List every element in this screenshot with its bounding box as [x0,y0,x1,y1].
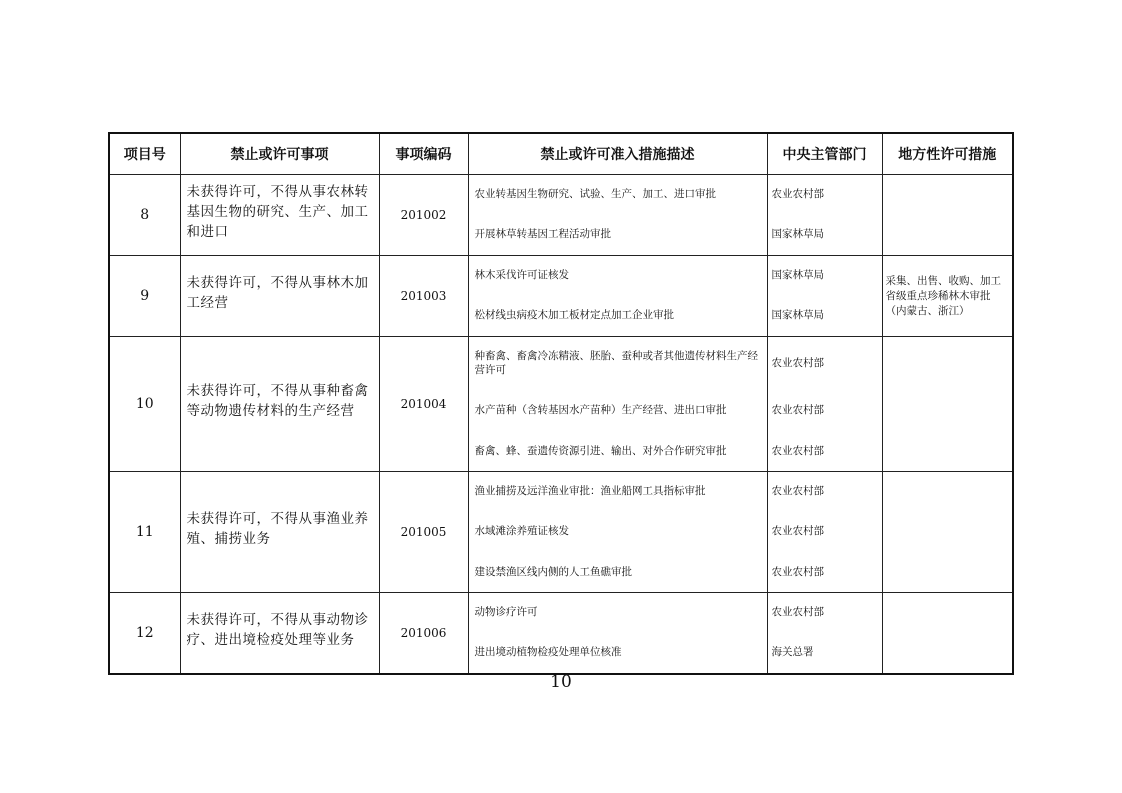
item-number: 9 [109,256,180,337]
central-department: 国家林草局 [771,309,824,321]
central-departments [767,175,882,256]
central-department: 农业农村部 [771,188,824,200]
central-departments [767,256,882,337]
table-row [109,337,1013,472]
central-department: 农业农村部 [771,566,824,578]
measure-description: 水域滩涂养殖证核发 [474,525,569,537]
measure-descriptions [468,256,767,337]
table-row [109,256,1013,337]
measure-description: 水产苗种（含转基因水产苗种）生产经营、进出口审批 [474,404,727,416]
central-department: 农业农村部 [771,404,824,416]
table-row [109,175,1013,256]
item-matter: 未获得许可，不得从事农林转基因生物的研究、生产、加工和进口 [180,175,379,256]
central-department: 农业农村部 [771,485,824,497]
item-code: 201002 [379,175,468,256]
measure-description: 松材线虫病疫木加工板材定点加工企业审批 [474,309,674,321]
page-number: 10 [550,672,572,692]
header-measure-description: 禁止或许可准入措施描述 [468,133,767,175]
measure-description: 进出境动植物检疫处理单位核准 [474,646,622,658]
measure-descriptions [468,593,767,675]
measure-description: 动物诊疗许可 [474,606,538,618]
measure-description: 种畜禽、畜禽冷冻精液、胚胎、蚕种或者其他遗传材料生产经营许可 [474,350,758,376]
central-departments [767,472,882,593]
measure-description: 畜禽、蜂、蚕遗传资源引进、输出、对外合作研究审批 [474,445,727,457]
local-measures [882,256,1013,337]
measure-description: 农业转基因生物研究、试验、生产、加工、进口审批 [474,188,716,200]
measure-description: 林木采伐许可证核发 [474,269,569,281]
central-department: 农业农村部 [771,357,824,369]
table-row [109,472,1013,593]
header-item-number: 项目号 [109,133,180,175]
item-code: 201006 [379,593,468,675]
item-code: 201003 [379,256,468,337]
header-code: 事项编码 [379,133,468,175]
local-measure: 采集、出售、收购、加工省级重点珍稀林木审批（内蒙古、浙江） [885,274,1001,317]
central-department: 农业农村部 [771,606,824,618]
measure-description: 渔业捕捞及远洋渔业审批：渔业船网工具指标审批 [474,485,706,497]
central-departments [767,593,882,675]
central-department: 国家林草局 [771,228,824,240]
central-department: 海关总署 [771,646,814,658]
measure-description: 开展林草转基因工程活动审批 [474,228,611,240]
item-number: 8 [109,175,180,256]
table-row [109,593,1013,675]
item-matter: 未获得许可，不得从事渔业养殖、捕捞业务 [180,472,379,593]
item-code: 201005 [379,472,468,593]
measure-descriptions [468,337,767,472]
header-local-measures: 地方性许可措施 [882,133,1013,175]
header-matter: 禁止或许可事项 [180,133,379,175]
item-number: 12 [109,593,180,675]
local-measures [882,593,1013,675]
table-header-row [109,133,1013,175]
central-department: 农业农村部 [771,525,824,537]
item-number: 11 [109,472,180,593]
central-departments [767,337,882,472]
central-department: 农业农村部 [771,445,824,457]
measure-descriptions [468,175,767,256]
item-code: 201004 [379,337,468,472]
item-number: 10 [109,337,180,472]
local-measures [882,472,1013,593]
item-matter: 未获得许可，不得从事林木加工经营 [180,256,379,337]
header-central-department: 中央主管部门 [767,133,882,175]
item-matter: 未获得许可，不得从事动物诊疗、进出境检疫处理等业务 [180,593,379,675]
local-measures [882,337,1013,472]
measure-description: 建设禁渔区线内侧的人工鱼礁审批 [474,566,632,578]
measure-descriptions [468,472,767,593]
item-matter: 未获得许可，不得从事种畜禽等动物遗传材料的生产经营 [180,337,379,472]
local-measures [882,175,1013,256]
market-access-table [108,132,1014,675]
central-department: 国家林草局 [771,269,824,281]
